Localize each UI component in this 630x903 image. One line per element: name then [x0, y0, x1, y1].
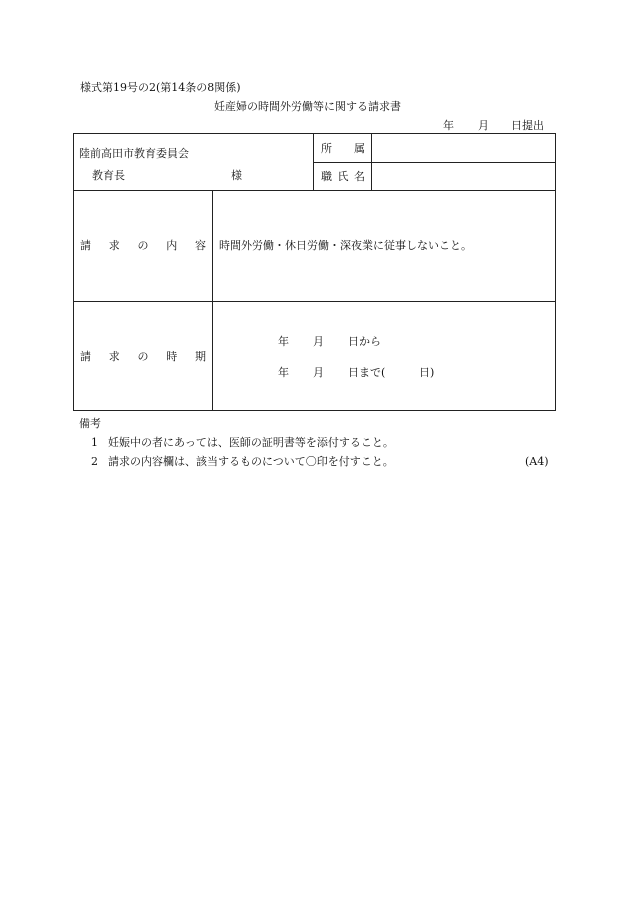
- request-period-label-char: の: [137, 350, 149, 363]
- request-content-value: 時間外労働・休日労働・深夜業に従事しないこと。: [219, 239, 472, 252]
- request-content-label: [80, 240, 206, 251]
- period-from-year: 年: [278, 335, 289, 348]
- paper-size: (A4): [525, 455, 549, 468]
- period-from-month: 月: [313, 335, 324, 348]
- name-label-char: 氏: [337, 170, 349, 183]
- request-content-label-char: 容: [195, 239, 206, 252]
- addressee-position: 教育長: [92, 169, 125, 182]
- note-text: 請求の内容欄は、該当するものについて〇印を付すこと。: [108, 455, 394, 468]
- request-content-label-char: の: [137, 239, 149, 252]
- addressee-honorific: 様: [231, 169, 242, 182]
- form-number: 様式第19号の2(第14条の8関係): [80, 81, 241, 94]
- row-divider-1: [73, 190, 556, 191]
- affiliation-label-char: 属: [354, 142, 365, 155]
- document-title: 妊産婦の時間外労働等に関する請求書: [214, 100, 401, 113]
- note-number: 1: [91, 436, 98, 449]
- name-label-char: 名: [354, 170, 365, 183]
- submit-day: 日提出: [511, 119, 544, 132]
- col-divider-main: [212, 190, 213, 411]
- notes-heading: 備考: [79, 417, 101, 430]
- request-content-label-char: 請: [80, 239, 91, 252]
- period-to-month: 月: [313, 366, 324, 379]
- note-number: 2: [91, 455, 98, 468]
- col-divider-value: [371, 133, 372, 190]
- request-content-label-char: 求: [108, 239, 120, 252]
- name-label-char: 職: [321, 170, 332, 183]
- row-divider-2: [73, 301, 556, 302]
- request-period-label-char: 求: [108, 350, 120, 363]
- request-period-label-char: 時: [166, 350, 178, 363]
- request-content-label-char: 内: [166, 239, 178, 252]
- row-divider-affiliation: [313, 162, 556, 163]
- name-label: [321, 171, 365, 182]
- addressee-org: 陸前高田市教育委員会: [79, 147, 189, 160]
- col-divider-label: [313, 133, 314, 190]
- affiliation-label: [321, 143, 365, 154]
- period-from-day: 日から: [348, 335, 381, 348]
- request-period-label-char: 期: [195, 350, 206, 363]
- submit-year: 年: [443, 119, 454, 132]
- period-to-days: 日): [419, 366, 435, 379]
- note-text: 妊娠中の者にあっては、医師の証明書等を添付すること。: [108, 436, 394, 449]
- affiliation-label-char: 所: [321, 142, 332, 155]
- period-to-year: 年: [278, 366, 289, 379]
- submit-month: 月: [478, 119, 489, 132]
- request-period-label-char: 請: [80, 350, 91, 363]
- period-to-day: 日まで(: [348, 366, 386, 379]
- request-period-label: [80, 351, 206, 362]
